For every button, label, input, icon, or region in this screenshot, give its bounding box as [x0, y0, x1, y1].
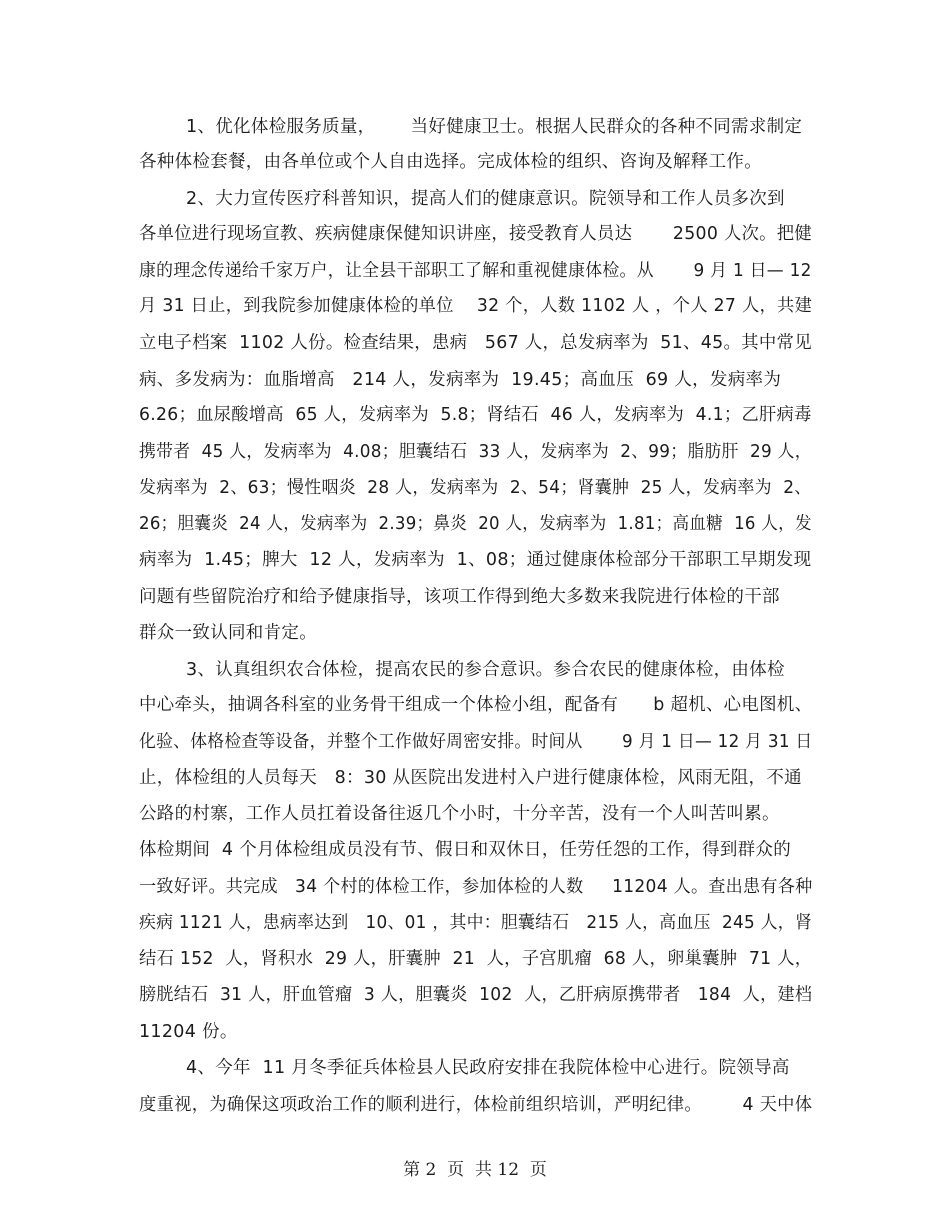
text-line: 疾病 1121 人，患病率达到 10、01 ，其中：胆囊结石 215 人，高血压 245 人，肾 — [139, 913, 813, 933]
text-line: 病率为 1.45；脾大 12 人，发病率为 1、08；通过健康体检部分干部职工早期发现 — [139, 550, 812, 570]
text-line: 各单位进行现场宣教、疾病健康保健知识讲座，接受教育人员达 2500 人次。把健 — [139, 224, 813, 244]
text-line: 止，体检组的人员每天 8：30 从医院出发进村入户进行健康体检，风雨无阻，不通 — [139, 768, 802, 788]
text-line: 公路的村寨，工作人员扛着设备往返几个小时，十分辛苦，没有一个人叫苦叫累。 — [139, 804, 780, 824]
text-line: 病、多发病为：血脂增高 214 人，发病率为 19.45；高血压 69 人，发病率为 — [139, 370, 782, 390]
text-line: 6.26；血尿酸增高 65 人，发病率为 5.8；肾结石 46 人，发病率为 4.1；乙肝病毒 — [139, 405, 812, 425]
text-line: 问题有些留院治疗和给予健康指导，该项工作得到绝大多数来我院进行体检的干部 — [139, 587, 780, 607]
text-line: 月 31 日止，到我院参加健康体检的单位 32 个，人数 1102 人 ，个人 27 人，共建 — [139, 296, 813, 316]
text-line: 度重视，为确保这项政治工作的顺利进行，体检前组织培训，严明纪律。 4 天中体 — [139, 1095, 813, 1115]
text-line: 4、今年 11 月冬季征兵体检县人民政府安排在我院体检中心进行。院领导高 — [186, 1058, 790, 1078]
text-line: 发病率为 2、63；慢性咽炎 28 人，发病率为 2、54；肾囊肿 25 人，发病率为 2、 — [139, 478, 812, 498]
text-line: 康的理念传递给千家万户，让全县干部职工了解和重视健康体检。从 9 月 1 日— 12 — [139, 261, 812, 281]
text-line: 3、认真组织农合体检，提高农民的参合意识。参合农民的健康体检，由体检 — [186, 660, 785, 680]
text-line: 各种体检套餐，由各单位或个人自由选择。完成体检的组织、咨询及解释工作。 — [139, 152, 762, 172]
text-line: 体检期间 4 个月体检组成员没有节、假日和双休日，任劳任怨的工作，得到群众的 — [139, 840, 792, 860]
text-line: 一致好评。共完成 34 个村的体检工作，参加体检的人数 11204 人。查出患有各种 — [139, 877, 813, 897]
text-line: 2、大力宣传医疗科普知识，提高人们的健康意识。院领导和工作人员多次到 — [186, 189, 785, 209]
text-line: 中心牵头，抽调各科室的业务骨干组成一个体检小组，配备有 b 超机、心电图机、 — [139, 695, 813, 715]
text-line: 膀胱结石 31 人，肝血管瘤 3 人，胆囊炎 102 人，乙肝病原携带者 184 人，建档 — [139, 985, 813, 1005]
text-line: 26；胆囊炎 24 人，发病率为 2.39；鼻炎 20 人，发病率为 1.81；高血糖 16 人，发 — [139, 514, 812, 534]
text-line: 立电子档案 1102 人份。检查结果，患病 567 人，总发病率为 51、45。其中常见 — [139, 333, 812, 353]
text-line: 携带者 45 人，发病率为 4.08；胆囊结石 33 人，发病率为 2、99；脂肪肝 29 人， — [139, 442, 812, 462]
page-footer: 第 2 页 共 12 页 — [403, 1160, 547, 1180]
text-line: 群众一致认同和肯定。 — [139, 623, 317, 643]
text-line: 11204 份。 — [139, 1022, 238, 1042]
text-line: 结石 152 人，肾积水 29 人，肝囊肿 21 人，子宫肌瘤 68 人，卵巢囊肿 71 人， — [139, 949, 813, 969]
text-line: 1、优化体检服务质量， 当好健康卫士。根据人民群众的各种不同需求制定 — [186, 117, 803, 137]
text-line: 化验、体格检查等设备，并整个工作做好周密安排。时间从 9 月 1 日— 12 月 31 日 — [139, 732, 813, 752]
